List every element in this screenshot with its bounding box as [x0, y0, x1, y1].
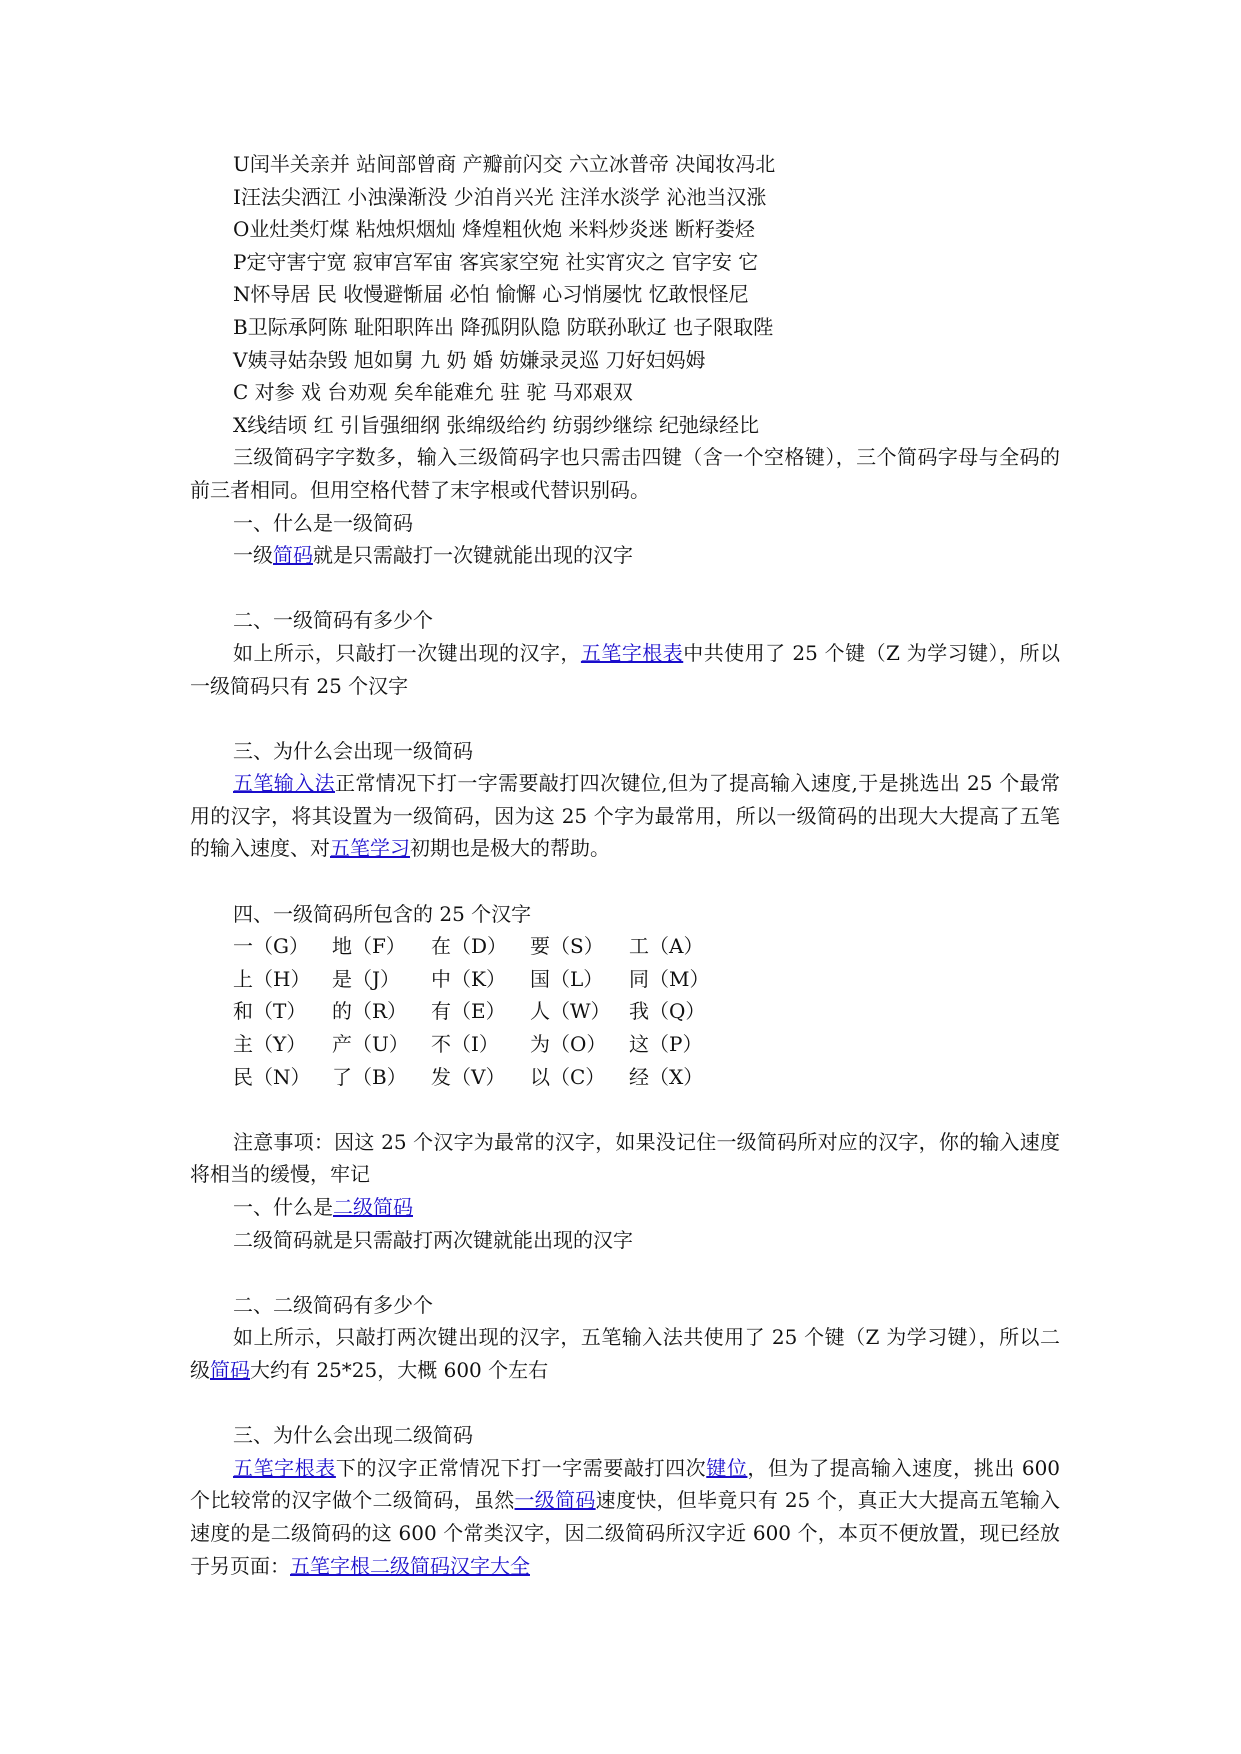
- table-cell: 不（I）: [431, 1032, 499, 1057]
- spacer: [190, 702, 1060, 735]
- jianma-link[interactable]: 简码: [273, 543, 313, 568]
- l2-p2-text-b: 大约有 25*25，大概 600 个左右: [250, 1357, 549, 1382]
- table-row: [190, 1028, 1060, 1061]
- l2-paragraph-what: 二级简码就是只需敲打两次键就能出现的汉字: [233, 1227, 633, 1252]
- l1-p2-text-b: 中共使用了 25 个键（Z 为学习键），所以一级简码只有 25 个汉字: [190, 640, 1061, 698]
- l2-p3-text-a: 下的汉字正常情况下打一字需要敲打四次: [335, 1455, 707, 1480]
- table-cell: 中（K）: [431, 966, 506, 991]
- table-cell: 了（B）: [332, 1064, 407, 1089]
- table-cell: 发（V）: [431, 1064, 506, 1089]
- l2-p3-text-b: ，但为了提高输入速度，挑出 600 个比较常的汉字做个二级简码，虽然: [190, 1455, 1061, 1513]
- three-level-row-v: V姨寻姑杂毁 旭如舅 九 奶 婚 妨嫌录灵巡 刀好妇妈姆: [233, 347, 706, 372]
- second-level-code-list-link[interactable]: 五笔字根二级简码汉字大全: [290, 1553, 530, 1578]
- l1-p3-text-a: 正常情况下打一字需要敲打四次键位,但为了提高输入速度,于是挑选出 25 个最常用的汉字，将其设置为一级简码，因为这 25 个字为最常用，所以一级简码的出现大大提高了五笔的输入速度、对: [190, 771, 1060, 861]
- table-row: [190, 963, 1060, 996]
- table-cell: 要（S）: [530, 934, 604, 959]
- document-page: [190, 148, 1060, 1582]
- wubi-radical-table-link-2[interactable]: 五笔字根表: [233, 1455, 336, 1480]
- spacer: [190, 1256, 1060, 1289]
- l2-h1-text: 一、什么是: [233, 1195, 333, 1219]
- table-cell: 这（P）: [629, 1032, 703, 1057]
- table-cell: 民（N）: [233, 1064, 311, 1089]
- table-cell: 产（U）: [332, 1032, 409, 1057]
- key-position-link[interactable]: 键位: [706, 1455, 748, 1480]
- wubi-radical-table-link[interactable]: 五笔字根表: [580, 640, 684, 665]
- second-level-code-link[interactable]: 二级简码: [333, 1195, 413, 1219]
- three-level-row-b: B卫际承阿陈 耻阳职阵出 降孤阴队隐 防联孙耿辽 也子限取陛: [233, 314, 774, 339]
- l2-paragraph-why: [190, 1452, 1060, 1582]
- l2-heading-what: [190, 1191, 1060, 1224]
- l2-heading-why: 三、为什么会出现二级简码: [233, 1423, 473, 1448]
- l2-p3-text-c: 速度快，但毕竟只有 25 个，真正大大提高五笔输入速度的是二级简码的这 600 个常类汉字，因二级简码所汉字近 600 个，本页不便放置，现已经放于另页面：: [190, 1488, 1061, 1578]
- l1-heading-what: 一、什么是一级简码: [233, 510, 413, 535]
- l1-heading-count: 二、一级简码有多少个: [233, 608, 433, 633]
- spacer: [190, 1093, 1060, 1126]
- first-level-code-link[interactable]: 一级简码: [514, 1488, 596, 1513]
- three-level-row-x: X线结顷 红 引旨强细纲 张绵级给约 纺弱纱继综 纪弛绿经比: [233, 412, 760, 437]
- l1-p1-text-b: 就是只需敲打一次键就能出现的汉字: [313, 543, 633, 568]
- table-cell: 是（J）: [332, 966, 401, 991]
- three-level-row-p: P定守害宁宽 寂审宫军宙 客宾家空宛 社实宵灾之 官字安 它: [233, 249, 759, 274]
- l1-p1-text-a: 一级: [233, 543, 273, 568]
- spacer: [190, 1387, 1060, 1420]
- table-row: [190, 995, 1060, 1028]
- table-cell: 一（G）: [233, 934, 309, 959]
- table-cell: 上（H）: [233, 966, 311, 991]
- l1-heading-list: 四、一级简码所包含的 25 个汉字: [233, 901, 532, 926]
- spacer: [190, 865, 1060, 898]
- l1-p3-text-b: 初期也是极大的帮助。: [410, 836, 610, 861]
- table-row: [190, 930, 1060, 963]
- table-cell: 经（X）: [629, 1064, 704, 1089]
- table-cell: 有（E）: [431, 999, 506, 1024]
- l1-heading-why: 三、为什么会出现一级简码: [233, 738, 473, 763]
- table-cell: 工（A）: [629, 934, 704, 959]
- three-level-row-u: U闰半关亲并 站间部曾商 产瓣前闪交 六立冰普帝 决闻妆冯北: [233, 152, 776, 176]
- wubi-input-method-link[interactable]: 五笔输入法: [233, 771, 335, 796]
- table-cell: 在（D）: [431, 934, 508, 959]
- jianma-link-2[interactable]: 简码: [210, 1357, 250, 1382]
- table-cell: 和（T）: [233, 999, 307, 1024]
- table-cell: 国（L）: [530, 966, 604, 991]
- l1-paragraph-why: [190, 767, 1060, 865]
- table-cell: 的（R）: [332, 999, 408, 1024]
- l1-note: 注意事项：因这 25 个汉字为最常的汉字，如果没记住一级简码所对应的汉字，你的输入速度将相当的缓慢，牢记: [190, 1129, 1060, 1187]
- table-cell: 人（W）: [530, 999, 611, 1024]
- table-cell: 地（F）: [332, 934, 406, 959]
- three-level-row-c: C 对参 戏 台劝观 矣牟能难允 驻 驼 马邓艰双: [233, 380, 633, 405]
- spacer: [190, 572, 1060, 605]
- level1-code-table: [190, 930, 1060, 1093]
- wubi-learning-link[interactable]: 五笔学习: [330, 836, 410, 861]
- three-level-row-o: O业灶类灯煤 粘烛炽烟灿 烽煌粗伙炮 米料炒炎迷 断籽娄烃: [233, 217, 755, 242]
- table-cell: 为（O）: [530, 1032, 607, 1057]
- l2-paragraph-count: [190, 1321, 1060, 1386]
- three-level-note: 三级简码字字数多，输入三级简码字也只需击四键（含一个空格键），三个简码字母与全码的前三者相同。但用空格代替了末字根或代替识别码。: [190, 445, 1060, 502]
- l2-heading-count: 二、二级简码有多少个: [233, 1292, 433, 1317]
- l2-p2-text-a: 如上所示，只敲打两次键出现的汉字，五笔输入法共使用了 25 个键（Z 为学习键），所以二级: [190, 1325, 1060, 1382]
- table-cell: 同（M）: [629, 966, 710, 991]
- table-cell: 我（Q）: [629, 999, 706, 1024]
- l1-paragraph-count: [190, 637, 1060, 702]
- table-cell: 主（Y）: [233, 1032, 307, 1057]
- table-row: [190, 1061, 1060, 1094]
- three-level-row-i: I汪法尖洒江 小浊澡渐没 少泊肖兴光 注洋水淡学 沁池当汉涨: [233, 184, 767, 209]
- table-cell: 以（C）: [530, 1064, 606, 1089]
- three-level-row-n: N怀导居 民 收慢避惭届 必怕 愉懈 心习悄屡忱 忆敢恨怪尼: [233, 282, 749, 307]
- l1-paragraph-what: [190, 539, 1060, 572]
- l1-p2-text-a: 如上所示，只敲打一次键出现的汉字，: [233, 640, 581, 665]
